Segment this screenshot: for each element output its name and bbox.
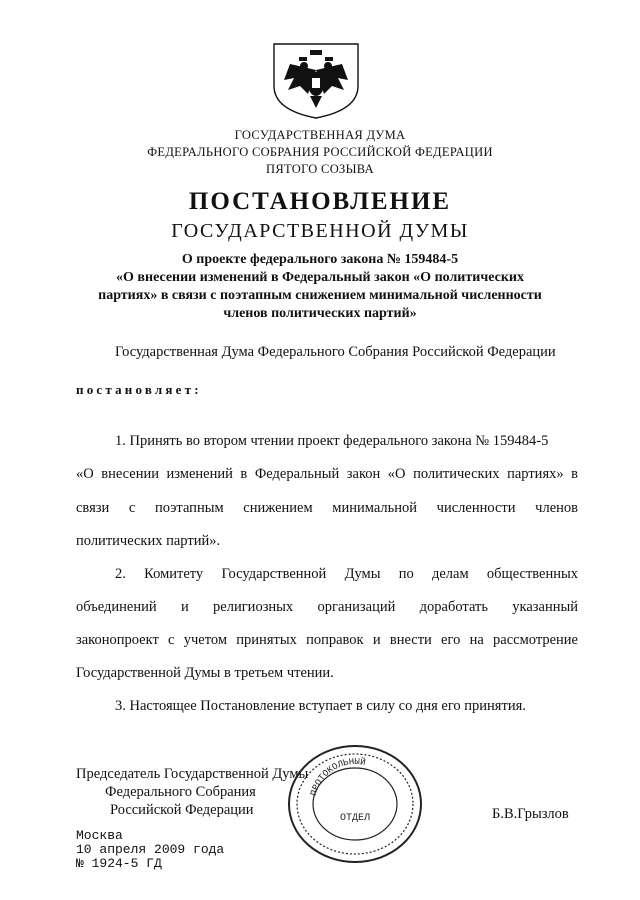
item-2-line-2: объединений и религиозных организаций доработать указанный (76, 599, 578, 615)
subject-line-1: О проекте федерального закона № 159484-5 (181, 252, 459, 267)
resolves-heading: постановляет: (76, 382, 202, 397)
item-1-line-1: 1. Принять во втором чтении проект федерального закона № 159484-5 (115, 433, 549, 449)
preamble: Государственная Дума Федерального Собрания Российской Федерации (115, 344, 556, 360)
item-2-line-1: 2. Комитету Государственной Думы по делам общественных (115, 566, 578, 582)
stamp-ring-text: ПРОТОКОЛЬНЫЙ (308, 756, 367, 797)
document-title: ПОСТАНОВЛЕНИЕ (188, 188, 452, 215)
item-1-line-2: «О внесении изменений в Федеральный закон «О политических партиях» в (76, 466, 578, 482)
header-line-3: ПЯТОГО СОЗЫВА (266, 162, 374, 176)
official-stamp (285, 742, 425, 866)
footer-date: 10 апреля 2009 года (76, 842, 225, 857)
signature-title-1: Председатель Государственной Думы (76, 766, 309, 782)
signature-title-2: Федерального Собрания (105, 784, 256, 800)
subject-line-3: партиях» в связи с поэтапным снижением минимальной численности (98, 288, 542, 303)
header-line-1: ГОСУДАРСТВЕННАЯ ДУМА (234, 128, 406, 142)
item-1-line-3: связи с поэтапным снижением минимальной численности членов (76, 500, 578, 516)
document-subtitle: ГОСУДАРСТВЕННОЙ ДУМЫ (171, 220, 469, 242)
signature-title-3: Российской Федерации (110, 802, 254, 818)
subject-line-2: «О внесении изменений в Федеральный закон «О политических (116, 270, 524, 285)
footer-number: № 1924-5 ГД (76, 856, 162, 871)
item-3-line-1: 3. Настоящее Постановление вступает в силу со дня его принятия. (115, 698, 526, 714)
item-2-line-4: Государственной Думы в третьем чтении. (76, 665, 334, 681)
subject-line-4: членов политических партий» (223, 306, 417, 321)
item-1-line-4: политических партий». (76, 533, 221, 549)
header-line-2: ФЕДЕРАЛЬНОГО СОБРАНИЯ РОССИЙСКОЙ ФЕДЕРАЦИИ (147, 145, 493, 159)
stamp-center-text: ОТДЕЛ (339, 813, 371, 824)
footer-city: Москва (76, 828, 123, 843)
state-emblem-icon (270, 40, 362, 120)
signatory-name: Б.В.Грызлов (492, 806, 569, 822)
item-2-line-3: законопроект с учетом принятых поправок и внести его на рассмотрение (76, 632, 578, 648)
